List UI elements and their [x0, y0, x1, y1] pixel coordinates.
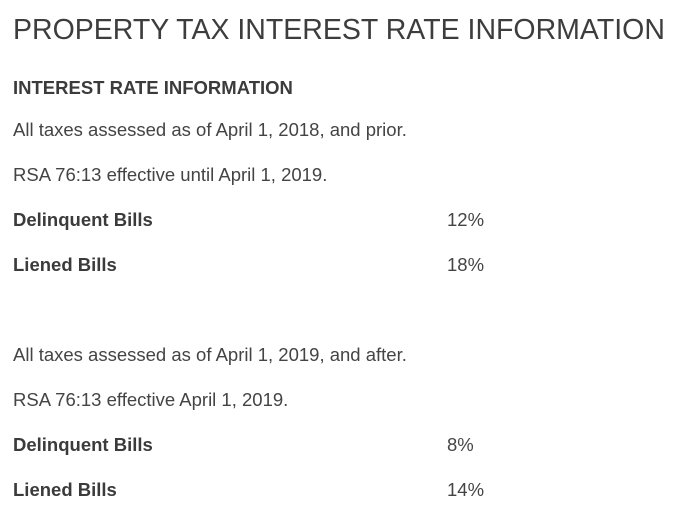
rate-label: Liened Bills	[13, 479, 117, 500]
rate-label: Liened Bills	[13, 254, 117, 275]
statute-text: RSA 76:13 effective April 1, 2019.	[13, 389, 289, 410]
rate-row-liened	[13, 254, 677, 276]
rate-value: 8%	[447, 434, 474, 455]
rate-period-2019-after	[13, 344, 677, 501]
rate-period-2018-prior	[13, 119, 677, 276]
statute-text: RSA 76:13 effective until April 1, 2019.	[13, 164, 328, 185]
assessment-period-text: All taxes assessed as of April 1, 2019, and after.	[13, 344, 407, 365]
rate-label: Delinquent Bills	[13, 434, 153, 455]
rate-row-liened	[13, 479, 677, 501]
interest-rate-section-heading: INTEREST RATE INFORMATION	[13, 77, 293, 98]
rate-label: Delinquent Bills	[13, 209, 153, 230]
assessment-period-text: All taxes assessed as of April 1, 2018, and prior.	[13, 119, 407, 140]
rate-row-delinquent	[13, 209, 677, 231]
rate-row-delinquent	[13, 434, 677, 456]
rate-value: 18%	[447, 254, 485, 275]
rate-value: 14%	[447, 479, 485, 500]
page-title: PROPERTY TAX INTEREST RATE INFORMATION	[13, 14, 665, 46]
rate-value: 12%	[447, 209, 485, 230]
